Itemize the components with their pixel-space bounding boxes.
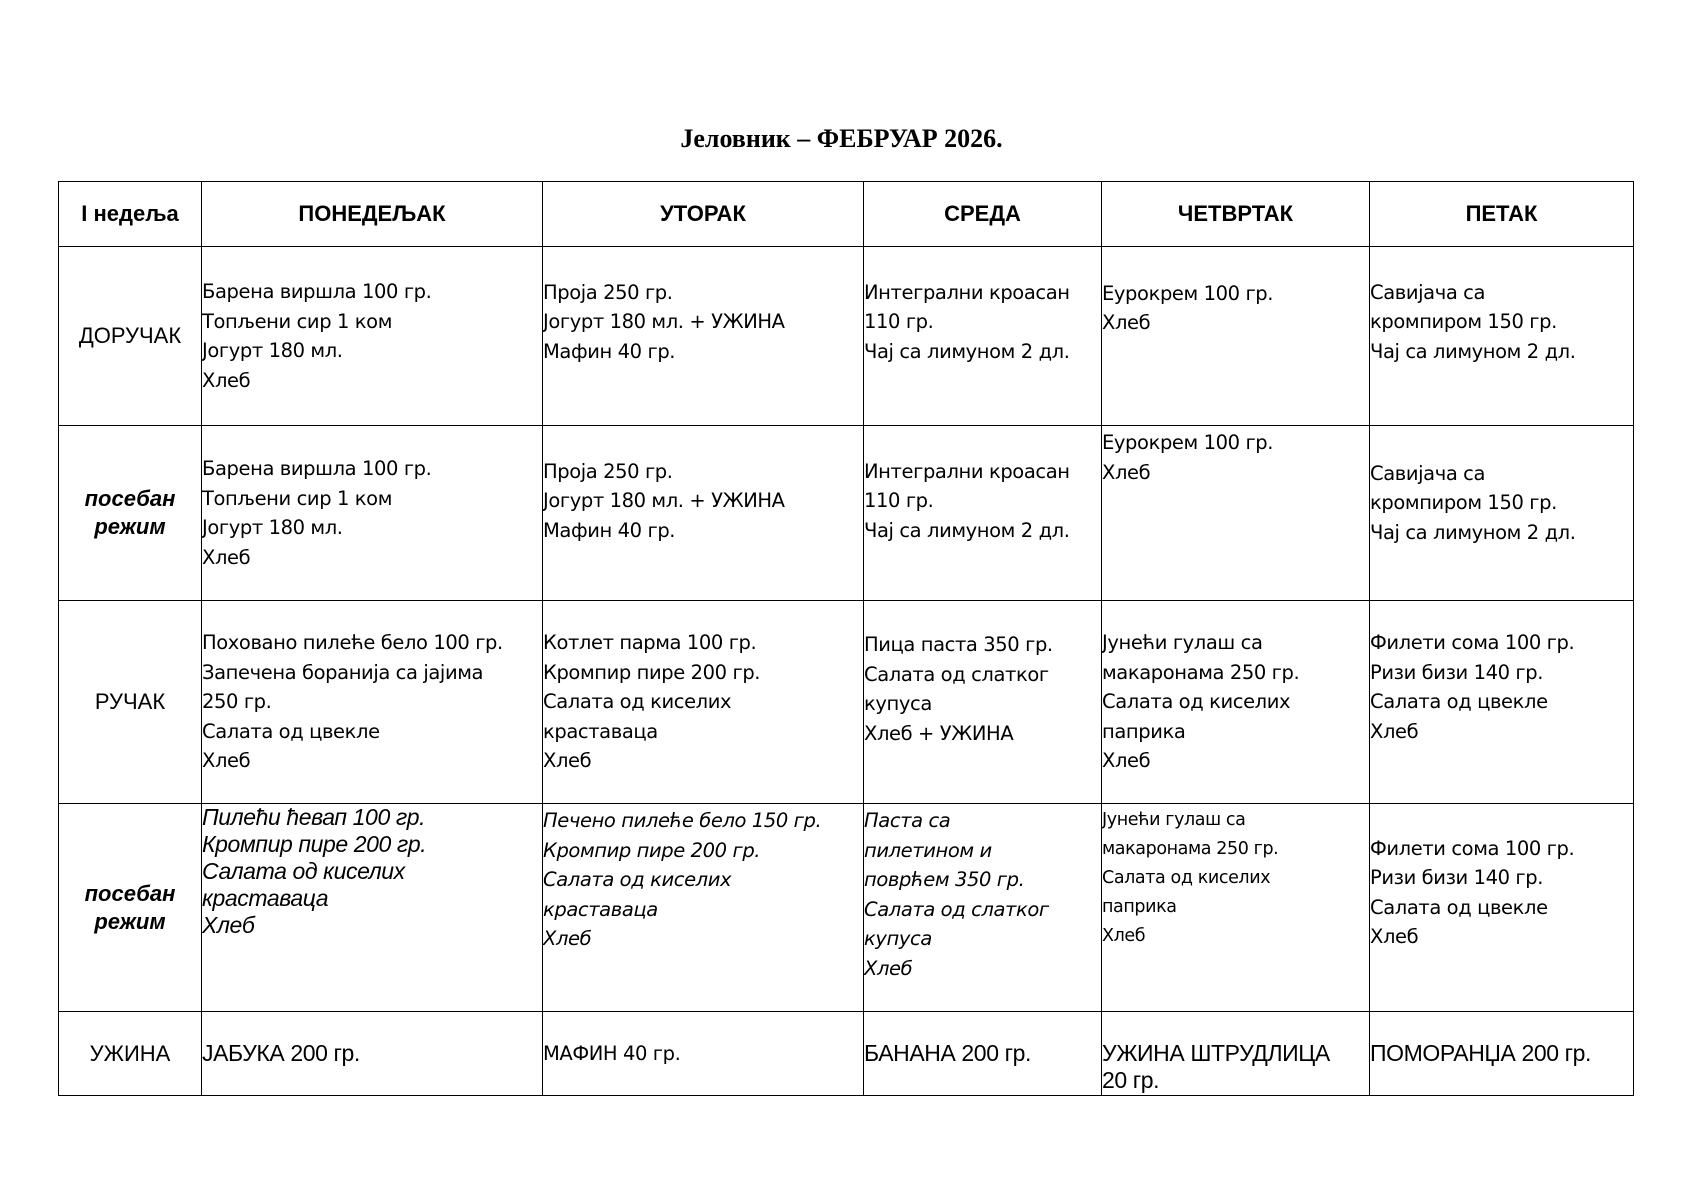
menu-cell <box>1102 804 1370 1012</box>
menu-cell <box>864 1012 1102 1096</box>
menu-item: пилетином и <box>864 838 992 862</box>
menu-cell <box>543 247 864 426</box>
menu-cell <box>202 601 543 804</box>
menu-item: Јунећи гулаш са <box>1102 631 1263 655</box>
menu-item: Кромпир пире 200 гр. <box>202 831 427 857</box>
menu-item: макаронама 250 гр. <box>1102 839 1279 859</box>
menu-item: Хлеб <box>864 956 913 980</box>
day-monday: ПОНЕДЕЉАК <box>202 182 543 247</box>
menu-item: Мафин 40 гр. <box>543 339 676 363</box>
menu-item: Еурокрем 100 гр. <box>1102 281 1274 305</box>
menu-cell <box>864 804 1102 1012</box>
special-diet-line2: режим <box>94 908 166 934</box>
menu-cell <box>864 426 1102 601</box>
menu-cell <box>202 247 543 426</box>
menu-item: Топљени сир 1 ком <box>202 309 392 333</box>
menu-item: Хлеб <box>1102 749 1151 773</box>
menu-item: Интегрални кроасан <box>864 459 1070 483</box>
menu-item: Ризи бизи 140 гр. <box>1370 660 1544 684</box>
menu-item: Салата од слатког <box>864 662 1049 686</box>
special-diet-line1: посебан <box>84 486 176 511</box>
day-thursday: ЧЕТВРТАК <box>1102 182 1370 247</box>
page-title: Јеловник – ФЕБРУАР 2026. <box>680 124 1003 153</box>
menu-item: УЖИНА ШТРУДЛИЦА <box>1102 1040 1330 1066</box>
menu-item: Проја 250 гр. <box>543 280 673 304</box>
menu-item: 20 гр. <box>1102 1067 1160 1093</box>
row-label-breakfast: ДОРУЧАК <box>59 247 202 426</box>
menu-item: паприка <box>1102 897 1177 917</box>
menu-item: Барена виршла 100 гр. <box>202 280 432 303</box>
menu-item: Кромпир пире 200 гр. <box>543 660 761 684</box>
menu-item: Салата од киселих <box>543 868 732 891</box>
menu-item: Јогурт 180 мл. <box>202 339 343 362</box>
menu-cell <box>202 426 543 601</box>
menu-item: Чај са лимуном 2 дл. <box>1370 339 1576 363</box>
menu-cell <box>202 1012 543 1096</box>
menu-cell <box>543 426 864 601</box>
lunch-special-row <box>59 804 1634 1012</box>
menu-cell <box>1102 426 1370 601</box>
menu-item: поврћем 350 гр. <box>864 868 1025 891</box>
menu-item: Јогурт 180 мл. + УЖИНА <box>543 489 785 513</box>
menu-table <box>58 181 1634 1096</box>
menu-item: Салата од цвекле <box>1370 690 1548 713</box>
menu-item: Хлеб <box>1102 926 1146 946</box>
menu-item: ЈАБУКА 200 гр. <box>202 1040 360 1066</box>
menu-item: Салата од цвекле <box>202 719 380 743</box>
menu-item: кромпиром 150 гр. <box>1370 310 1557 334</box>
menu-item: Хлеб + УЖИНА <box>864 721 1014 745</box>
menu-cell <box>543 1012 864 1096</box>
menu-cell <box>1370 426 1634 601</box>
menu-item: Печено пилеће бело 150 гр. <box>543 809 822 832</box>
breakfast-row <box>59 247 1634 426</box>
menu-item: Хлеб <box>202 368 251 392</box>
menu-item: Јунећи гулаш са <box>1102 810 1246 830</box>
special-diet-line1: посебан <box>84 880 176 906</box>
menu-item: Запечена боранија са јајима <box>202 660 484 684</box>
menu-cell <box>1102 1012 1370 1096</box>
menu-item: Чај са лимуном 2 дл. <box>864 339 1070 363</box>
menu-cell <box>1370 601 1634 804</box>
menu-item: Мафин 40 гр. <box>543 518 676 542</box>
menu-item: Јогурт 180 мл. <box>202 516 343 539</box>
menu-item: Хлеб <box>202 912 255 938</box>
menu-cell <box>864 601 1102 804</box>
menu-item: Филети сома 100 гр. <box>1370 631 1575 654</box>
menu-item: Хлеб <box>202 749 251 773</box>
menu-item: Хлеб <box>1102 460 1151 484</box>
week-label: I недеља <box>59 182 202 247</box>
menu-item: Барена виршла 100 гр. <box>202 457 432 480</box>
menu-item: Кромпир пире 200 гр. <box>543 838 761 862</box>
menu-cell <box>1370 1012 1634 1096</box>
menu-item: краставаца <box>543 719 658 743</box>
menu-item: купуса <box>864 927 932 950</box>
menu-item: Савијача са <box>1370 280 1486 304</box>
row-label-special-diet <box>59 426 202 601</box>
row-label-special-diet <box>59 804 202 1012</box>
menu-cell <box>864 247 1102 426</box>
menu-item: Хлеб <box>543 749 592 773</box>
menu-item: Еурокрем 100 гр. <box>1102 431 1274 454</box>
menu-item: Салата од киселих <box>202 858 405 884</box>
menu-item: Проја 250 гр. <box>543 459 673 483</box>
row-label-lunch: РУЧАК <box>59 601 202 804</box>
menu-item: Салата од киселих <box>543 690 732 714</box>
day-wednesday: СРЕДА <box>864 182 1102 247</box>
menu-item: Јогурт 180 мл. + УЖИНА <box>543 310 785 334</box>
menu-item: Пилећи ћевап 100 гр. <box>202 804 426 830</box>
menu-item: МАФИН 40 гр. <box>543 1042 681 1065</box>
menu-item: макаронама 250 гр. <box>1102 660 1300 684</box>
menu-item: Хлеб <box>543 927 592 950</box>
menu-item: Пица паста 350 гр. <box>864 633 1053 656</box>
menu-cell <box>1102 247 1370 426</box>
menu-item: 250 гр. <box>202 690 272 714</box>
menu-item: купуса <box>864 692 932 715</box>
snack-row <box>59 1012 1634 1096</box>
lunch-row <box>59 601 1634 804</box>
menu-cell <box>1102 601 1370 804</box>
breakfast-special-row <box>59 426 1634 601</box>
menu-item: Ризи бизи 140 гр. <box>1370 866 1544 889</box>
menu-item: 110 гр. <box>864 310 934 334</box>
menu-item: Хлеб <box>1370 719 1419 743</box>
menu-cell <box>1370 247 1634 426</box>
menu-item: Котлет парма 100 гр. <box>543 631 757 655</box>
menu-item: ПОМОРАНЏА 200 гр. <box>1370 1040 1592 1066</box>
menu-item: Салата од киселих <box>1102 690 1291 714</box>
menu-item: Чај са лимуном 2 дл. <box>864 518 1070 542</box>
menu-item: БАНАНА 200 гр. <box>864 1040 1031 1066</box>
menu-item: Савијача са <box>1370 461 1486 485</box>
menu-item: Хлеб <box>1102 311 1151 334</box>
special-diet-line2: режим <box>94 514 166 539</box>
menu-cell <box>543 601 864 804</box>
day-tuesday: УТОРАК <box>543 182 864 247</box>
menu-item: Поховано пилеће бело 100 гр. <box>202 631 503 655</box>
menu-item: Хлеб <box>1370 925 1419 948</box>
menu-cell <box>1370 804 1634 1012</box>
row-label-snack: УЖИНА <box>59 1012 202 1096</box>
menu-item: краставаца <box>543 897 658 921</box>
menu-item: Топљени сир 1 ком <box>202 486 392 510</box>
menu-cell <box>202 804 543 1012</box>
menu-item: Салата од киселих <box>1102 868 1271 888</box>
menu-item: Салата од слатког <box>864 897 1049 921</box>
menu-item: Чај са лимуном 2 дл. <box>1370 520 1576 544</box>
menu-item: паприка <box>1102 719 1186 743</box>
menu-item: 110 гр. <box>864 489 934 513</box>
menu-item: Хлеб <box>202 545 251 569</box>
header-row <box>59 182 1634 247</box>
day-friday: ПЕТАК <box>1370 182 1634 247</box>
menu-cell <box>543 804 864 1012</box>
menu-item: кромпиром 150 гр. <box>1370 491 1557 515</box>
menu-item: краставаца <box>202 885 329 911</box>
menu-item: Филети сома 100 гр. <box>1370 836 1575 860</box>
menu-item: Паста са <box>864 809 951 832</box>
menu-item: Салата од цвекле <box>1370 895 1548 919</box>
menu-item: Интегрални кроасан <box>864 280 1070 304</box>
